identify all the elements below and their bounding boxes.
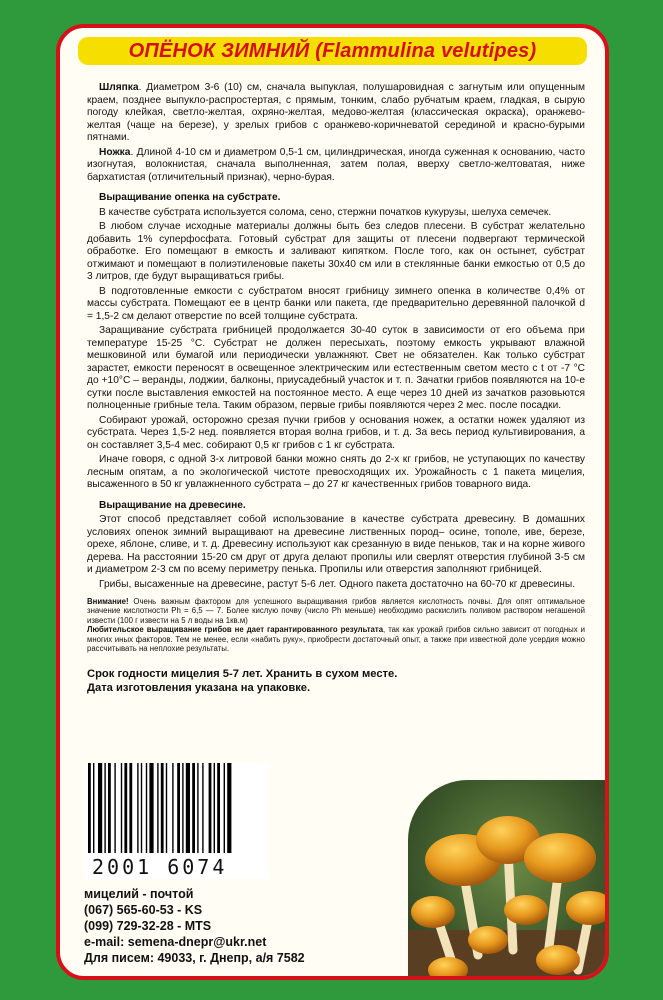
attention-label: Внимание! — [87, 597, 129, 606]
barcode-bar — [157, 763, 158, 853]
label-frame — [56, 24, 609, 980]
attention-note — [87, 597, 585, 625]
substrate-paragraph: Заращивание субстрата грибницей продолжается 30-40 суток в зависимости от его объема при температуре 15-25 °С. Субстрат не должен пересыхать, поэтому емкость укрывают влажной мешковиной или бумагой или периодически увлажняют. Свет не обязателен. Как только субстрат зарастет, емкости переносят в освещенное электрическим или естественным светом место с t от -7 °С до +10°С – веранды, лоджии, балконы, приусадебный участок и т. п. Зачатки грибов появляются на 10-е сутки после выставления емкостей на постоянное место. А еще через 10 дней из зачатков разовьются полноценные грибные тела. Таким образом, первые грибы появляются через 2 мес. после посадки. — [87, 325, 585, 411]
manufacture-date: Дата изготовления указана на упаковке. — [87, 682, 311, 695]
barcode-bar — [98, 763, 102, 853]
barcode-bar — [192, 763, 195, 853]
barcode-bar — [166, 763, 167, 853]
substrate-heading: Выращивание опенка на субстрате. — [99, 192, 281, 203]
phone-ks: (067) 565-60-53 - KS — [84, 903, 203, 917]
mail-order: мицелий - почтой — [84, 887, 194, 901]
stem-description — [87, 147, 585, 185]
postal-address: Для писем: 49033, г. Днепр, а/я 7582 — [84, 951, 305, 965]
barcode-bar — [124, 763, 127, 853]
mushroom-illustration — [408, 780, 609, 980]
substrate-paragraph: В подготовленные емкости с субстратом вносят грибницу зимнего опенка в количестве 0,4% от массы субстрата. Помещают ее в центр банки или пакета, где предварительно деревянной палочкой d = 1,5-2 см делают отверстие по всей толщине субстрата. — [87, 285, 585, 322]
wood-heading: Выращивание на древесине. — [99, 499, 246, 511]
barcode-bar — [224, 763, 225, 853]
barcode-bar — [129, 763, 132, 853]
substrate-paragraph: В любом случае исходные материалы должны быть без следов плесени. В субстрат желательно добавить 1% суперфосфата. Готовый субстрат для защиты от плесени подвергают термической обработке. Его помещают в емкость и заливают кипятком. После того, как он остынет, субстрат отжимают и помещают в полиэтиленовые пакеты 30х40 см или в стеклянные банки емкостью от 0,5 до 3 литров, где будут выращиваться грибы. — [87, 221, 585, 282]
amateur-note — [87, 625, 585, 653]
barcode-bar — [209, 763, 212, 853]
barcode-bar — [227, 763, 231, 853]
barcode-bar — [146, 763, 147, 853]
barcode-bar — [121, 763, 122, 853]
barcode-bar — [104, 763, 105, 853]
barcode-number: 2001 6074 — [92, 855, 228, 879]
substrate-paragraph: Собирают урожай, осторожно срезая пучки грибов у основания ножек, а остатки ножек удаляют из субстрата. Через 1,5-2 нед. появляется вторая волна грибов, и т. д. За весь период культивирования, а он составляет 3,5-4 мес. собирают 0,5 кг грибов с 1 кг субстрата. — [87, 414, 585, 451]
cap-label: Шляпка — [99, 82, 139, 93]
barcode — [84, 763, 269, 879]
shelf-life: Срок годности мицелия 5-7 лет. Хранить в сухом месте. — [87, 668, 398, 681]
page-title: ОПЁНОК ЗИМНИЙ (Flammulina velutipes) — [78, 37, 587, 65]
cap-description — [87, 82, 585, 145]
barcode-bar — [93, 763, 94, 853]
barcode-bar — [108, 763, 111, 853]
barcode-bar — [88, 763, 91, 853]
barcode-bar — [141, 763, 142, 853]
cap-text: . Диаметром 3-6 (10) см, сначала выпуклая, полушаровидная с загнутым или опущенным краем, позднее выпукло-распростертая, с прямым, тонким, слабо рубчатым краем, гладкая, в сырую погоду клейкая, светло-желтая, охряно-желтая, медово-желтая (классическая окраска), оранжево-желтая (чаще на березе), у зрелых грибов с оранжево-коричневатой серединой и красно-бурыми пятнами. — [87, 82, 585, 143]
substrate-paragraph: В качестве субстрата используется солома, сено, стержни початков кукурузы, шелуха семечек. — [99, 206, 552, 218]
stem-label: Ножка — [99, 146, 131, 158]
barcode-bar — [137, 763, 138, 853]
amateur-label: Любительское выращивание грибов не дает гарантированного результата — [87, 625, 384, 635]
attention-text: Очень важным фактором для успешного выращивания грибов является кислотность почвы. Для опят оптимальное значение кислотности Ph = 6,5 — 7. Более кислую почву (число Ph меньше) необходимо раскислить поливом раствором негашеной извести (100 г извести на 5 л воды на 1кв.м) — [87, 597, 585, 625]
barcode-bars — [84, 763, 269, 859]
substrate-paragraph: Иначе говоря, с одной 3-х литровой банки можно снять до 2-х кг грибов, не уступающих по качеству лесным опятам, а по экологической чистоте превосходящих их. Урожайность с 1 пакета мицелия, высаженного в 50 кг увлажненного субстрата – до 27 кг качественных грибов товарного вида. — [87, 454, 585, 490]
body-text — [87, 82, 585, 695]
phone-mts: (099) 729-32-28 - MTS — [84, 919, 212, 933]
mushroom-photo — [408, 780, 609, 980]
barcode-bar — [161, 763, 164, 853]
barcode-bar — [197, 763, 198, 853]
barcode-bar — [182, 763, 183, 853]
barcode-bar — [214, 763, 215, 853]
storage-info — [87, 667, 585, 695]
barcode-bar — [177, 763, 180, 853]
email[interactable]: e-mail: semena-dnepr@ukr.net — [84, 935, 267, 949]
barcode-bar — [217, 763, 220, 853]
stem-text: . Длиной 4-10 см и диаметром 0,5-1 см, цилиндрическая, иногда суженная к основанию, часто изогнутая, волокнистая, сначала выполненная, затем полая, вверху светло-желтоватая, ниже бархатистая (отличительный признак), черно-бурая. — [87, 146, 585, 183]
barcode-bar — [186, 763, 190, 853]
amateur-text: , так как урожай грибов сильно зависит от погодных и многих иных факторов. Тем не менее, если «набить руку», приобрести достаточный опыт, а также при известной доле усердия можно рассчитывать на неплохие результаты. — [87, 625, 585, 654]
barcode-bar — [202, 763, 203, 853]
barcode-bar — [149, 763, 153, 853]
wood-paragraph: Этот способ представляет собой использование в качестве субстрата древесину. В домашних условиях опенок зимний выращивают на древесине лиственных пород– осине, тополе, иве, березе, орехе, яблоне, сливе, и т. д. Древесину используют как срезанную в виде пеньков, так и на корне живого дерева. На расстоянии 15-20 см друг от друга делают пропилы или сверлят отверстия глубиной 3-5 см и диаметром 2-3 см по всему периметру пенька. Пропилы или отверстия заполняют грибницей. — [87, 514, 585, 575]
barcode-bar — [114, 763, 115, 853]
contacts — [84, 886, 444, 966]
barcode-bar — [172, 763, 173, 853]
wood-paragraph: Грибы, высаженные на древесине, растут 5-6 лет. Одного пакета достаточно на 60-70 кг древесины. — [99, 578, 576, 590]
